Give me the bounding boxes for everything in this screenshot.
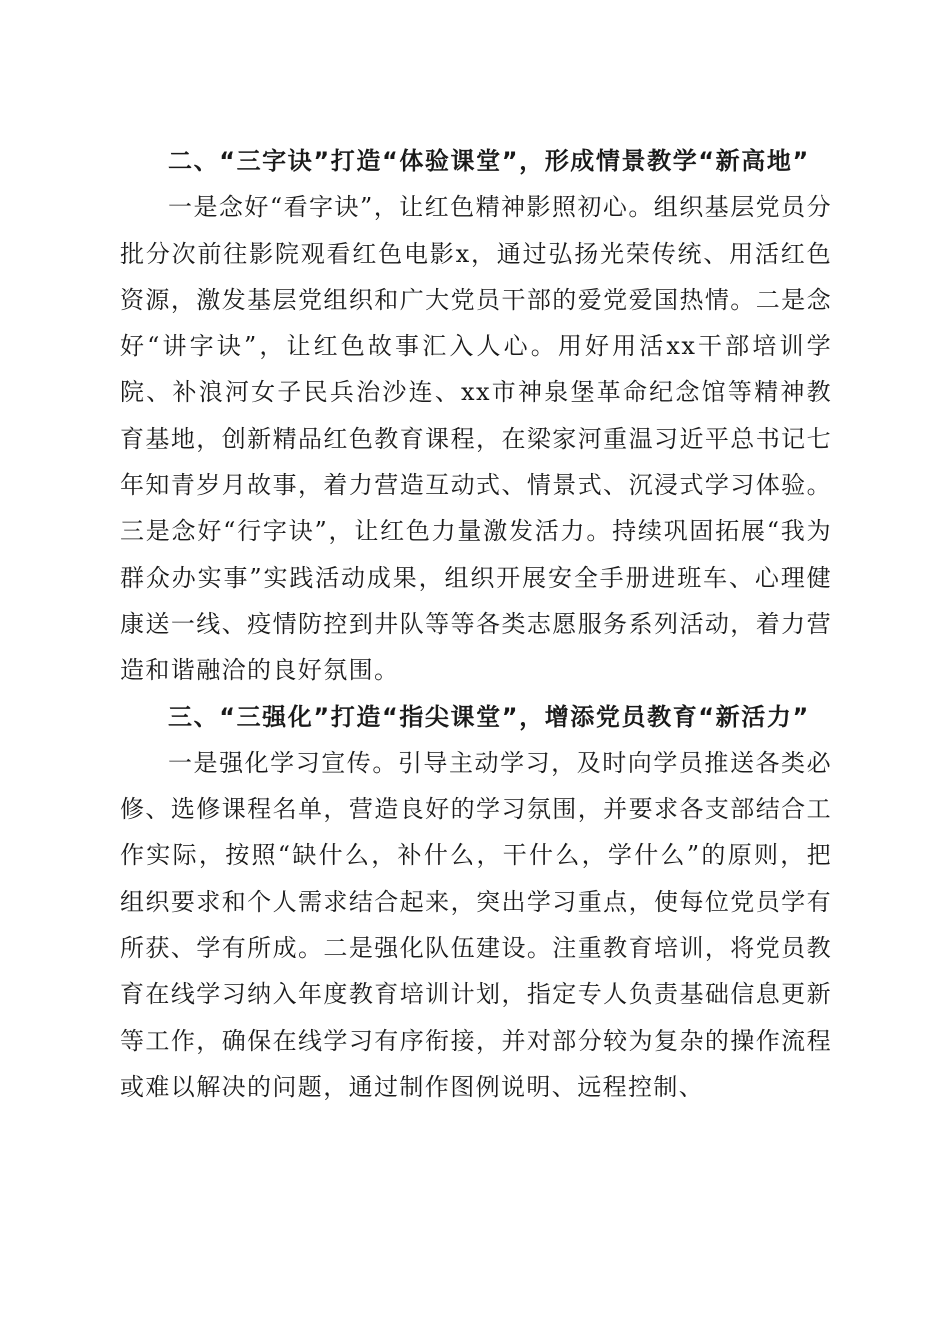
section-heading-3: 三、“三强化”打造“指尖课堂”，增添党员教育“新活力” — [168, 702, 810, 731]
section-heading-2: 二、“三字诀”打造“体验课堂”，形成情景教学“新高地” — [168, 147, 810, 175]
document-page — [120, 138, 832, 1110]
section-body-3: 一是强化学习宣传。引导主动学习，及时向学员推送各类必修、选修课程名单，营造良好的学习氛围，并要求各支部结合工作实际，按照“缺什么，补什么，干什么，学什么”的原则，把组织要求和个人需求结合起来，突出学习重点，使每位党员学有所获、学有所成。二是强化队伍建设。注重教育培训，将党员教育在线学习纳入年度教育培训计划，指定专人负责基础信息更新等工作，确保在线学习有序衔接，并对部分较为复杂的操作流程或难以解决的问题，通过制作图例说明、远程控制、 — [120, 748, 832, 1101]
section-body-2: 一是念好“看字诀”，让红色精神影照初心。组织基层党员分批分次前往影院观看红色电影x，通过弘扬光荣传统、用活红色资源，激发基层党组织和广大党员干部的爱党爱国热情。二是念好“讲字诀”，让红色故事汇入人心。用好用活xx干部培训学院、补浪河女子民兵治沙连、xx市神泉堡革命纪念馆等精神教育基地，创新精品红色教育课程，在梁家河重温习近平总书记七年知青岁月故事，着力营造互动式、情景式、沉浸式学习体验。三是念好“行字诀”，让红色力量激发活力。持续巩固拓展“我为群众办实事”实践活动成果，组织开展安全手册进班车、心理健康送一线、疫情防控到井队等等各类志愿服务系列活动，着力营造和谐融洽的良好氛围。 — [120, 193, 832, 685]
